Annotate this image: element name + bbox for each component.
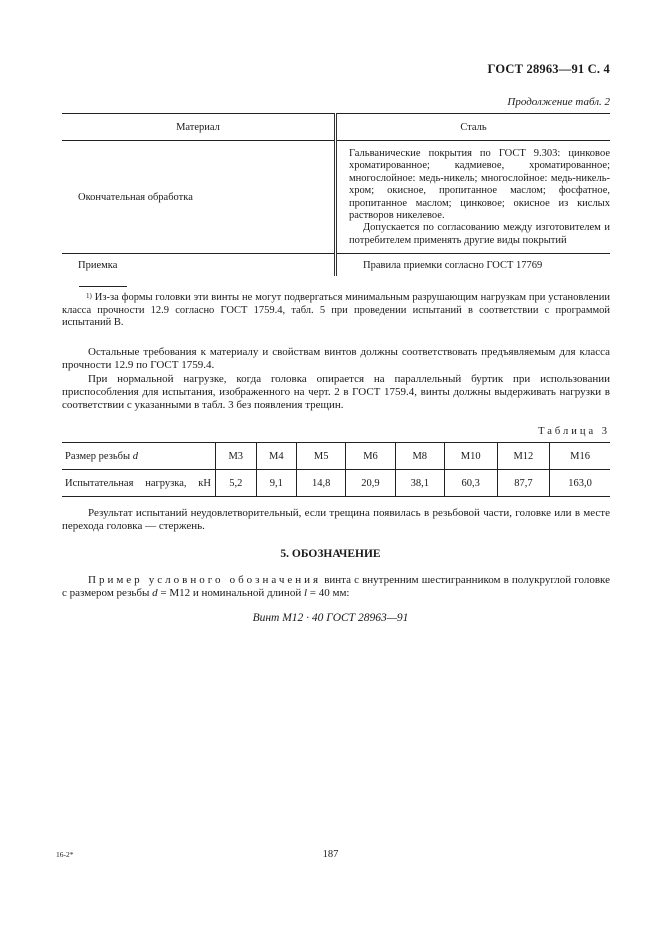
table-row xyxy=(62,254,610,277)
table-cell: 38,1 xyxy=(395,470,444,497)
example-text: винта с внутренним шестигранником в полукруглой головке с размером резьбы xyxy=(62,574,610,599)
table-header-row xyxy=(62,114,610,141)
table-cell: 163,0 xyxy=(550,470,610,497)
footnote-divider xyxy=(79,286,127,287)
materials-table xyxy=(62,113,610,276)
table-cell: 20,9 xyxy=(346,470,395,497)
row-label-test-load: Испытательная нагрузка, кН xyxy=(62,470,216,497)
table-cell: М12 xyxy=(497,443,550,470)
table-cell: М5 xyxy=(297,443,346,470)
table-cell: М3 xyxy=(216,443,257,470)
table-cell: 14,8 xyxy=(297,470,346,497)
table-row xyxy=(62,443,610,470)
thread-size-label: Размер резьбы xyxy=(65,450,131,462)
test-load-table xyxy=(62,442,610,497)
table-cell: М16 xyxy=(550,443,610,470)
table-cell: М4 xyxy=(256,443,297,470)
footnote xyxy=(62,292,610,330)
footnote-text: Из-за формы головки эти винты не могут подвергаться минимальным разрушающим нагрузкам при установлении класса прочности 12.9 согласно ГОСТ 1759.4, табл. 5 при проведении испытаний в соответствии с программой испытаний В. xyxy=(62,292,611,328)
paragraph-load-test: При нормальной нагрузке, когда головка опирается на параллельный буртик при использовании приспособления для испытания, изображенного на черт. 2 в ГОСТ 1759.4, винты должны выдерживать нагрузки в соответствии с указанными в табл. 3 без появления трещин. xyxy=(62,373,610,411)
paragraph-test-result: Результат испытаний неудовлетворительный, если трещина появилась в резьбовой части, головке или в месте перехода головка — стержень. xyxy=(62,507,610,532)
variable-l: l xyxy=(303,586,308,599)
table-cell: М8 xyxy=(395,443,444,470)
row-label-finish: Окончательная обработка xyxy=(62,141,336,254)
thread-size-variable: d xyxy=(132,450,138,462)
column-header-steel: Сталь xyxy=(336,114,611,141)
row-label-acceptance: Приемка xyxy=(78,260,118,272)
table-continuation-label: Продолжение табл. 2 xyxy=(507,96,610,108)
row-label-thread-size xyxy=(62,443,216,470)
page-number: 187 xyxy=(322,849,339,860)
column-header-material: Материал xyxy=(62,114,336,141)
table-cell: 9,1 xyxy=(256,470,297,497)
table-cell: М10 xyxy=(444,443,497,470)
finish-description: Гальванические покрытия по ГОСТ 9.303: цинковое хроматированное; кадмиевое, хроматированное; многослойное: медь-никель; многослойное: медь-никель-хром; окисное, пропитанное маслом; фосфатное, пропитанное маслом; цинковое; окисное из кислых растворов никелевое. xyxy=(349,148,610,222)
sheet-mark: 16-2* xyxy=(56,850,74,859)
section-title: 5. ОБОЗНАЧЕНИЕ xyxy=(280,548,381,560)
table3-caption: Таблица 3 xyxy=(538,426,610,437)
table-row xyxy=(62,470,610,497)
paragraph-requirements: Остальные требования к материалу и свойствам винтов должны соответствовать предъявляемым для класса прочности 12.9 по ГОСТ 1759.4. xyxy=(62,346,610,371)
table-row xyxy=(62,141,610,254)
table-cell: 5,2 xyxy=(216,470,257,497)
footnote-mark: 1) xyxy=(86,292,92,300)
example-text: = 40 мм: xyxy=(307,586,350,599)
example-text: = М12 и номинальной длиной xyxy=(157,586,304,599)
example-lead: Пример условного обозначения xyxy=(88,574,322,586)
document-reference: ГОСТ 28963—91 С. 4 xyxy=(487,62,610,76)
paragraph-designation-example xyxy=(62,574,610,600)
acceptance-description: Правила приемки согласно ГОСТ 17769 xyxy=(336,254,611,277)
finish-note: Допускается по согласованию между изготовителем и потребителем применять другие виды покрытий xyxy=(349,222,610,246)
table-cell: М6 xyxy=(346,443,395,470)
table-cell: 60,3 xyxy=(444,470,497,497)
finish-description-cell xyxy=(336,141,611,254)
designation-formula: Винт М12 · 40 ГОСТ 28963—91 xyxy=(252,612,409,624)
table-cell: 87,7 xyxy=(497,470,550,497)
variable-d: d xyxy=(152,586,158,599)
